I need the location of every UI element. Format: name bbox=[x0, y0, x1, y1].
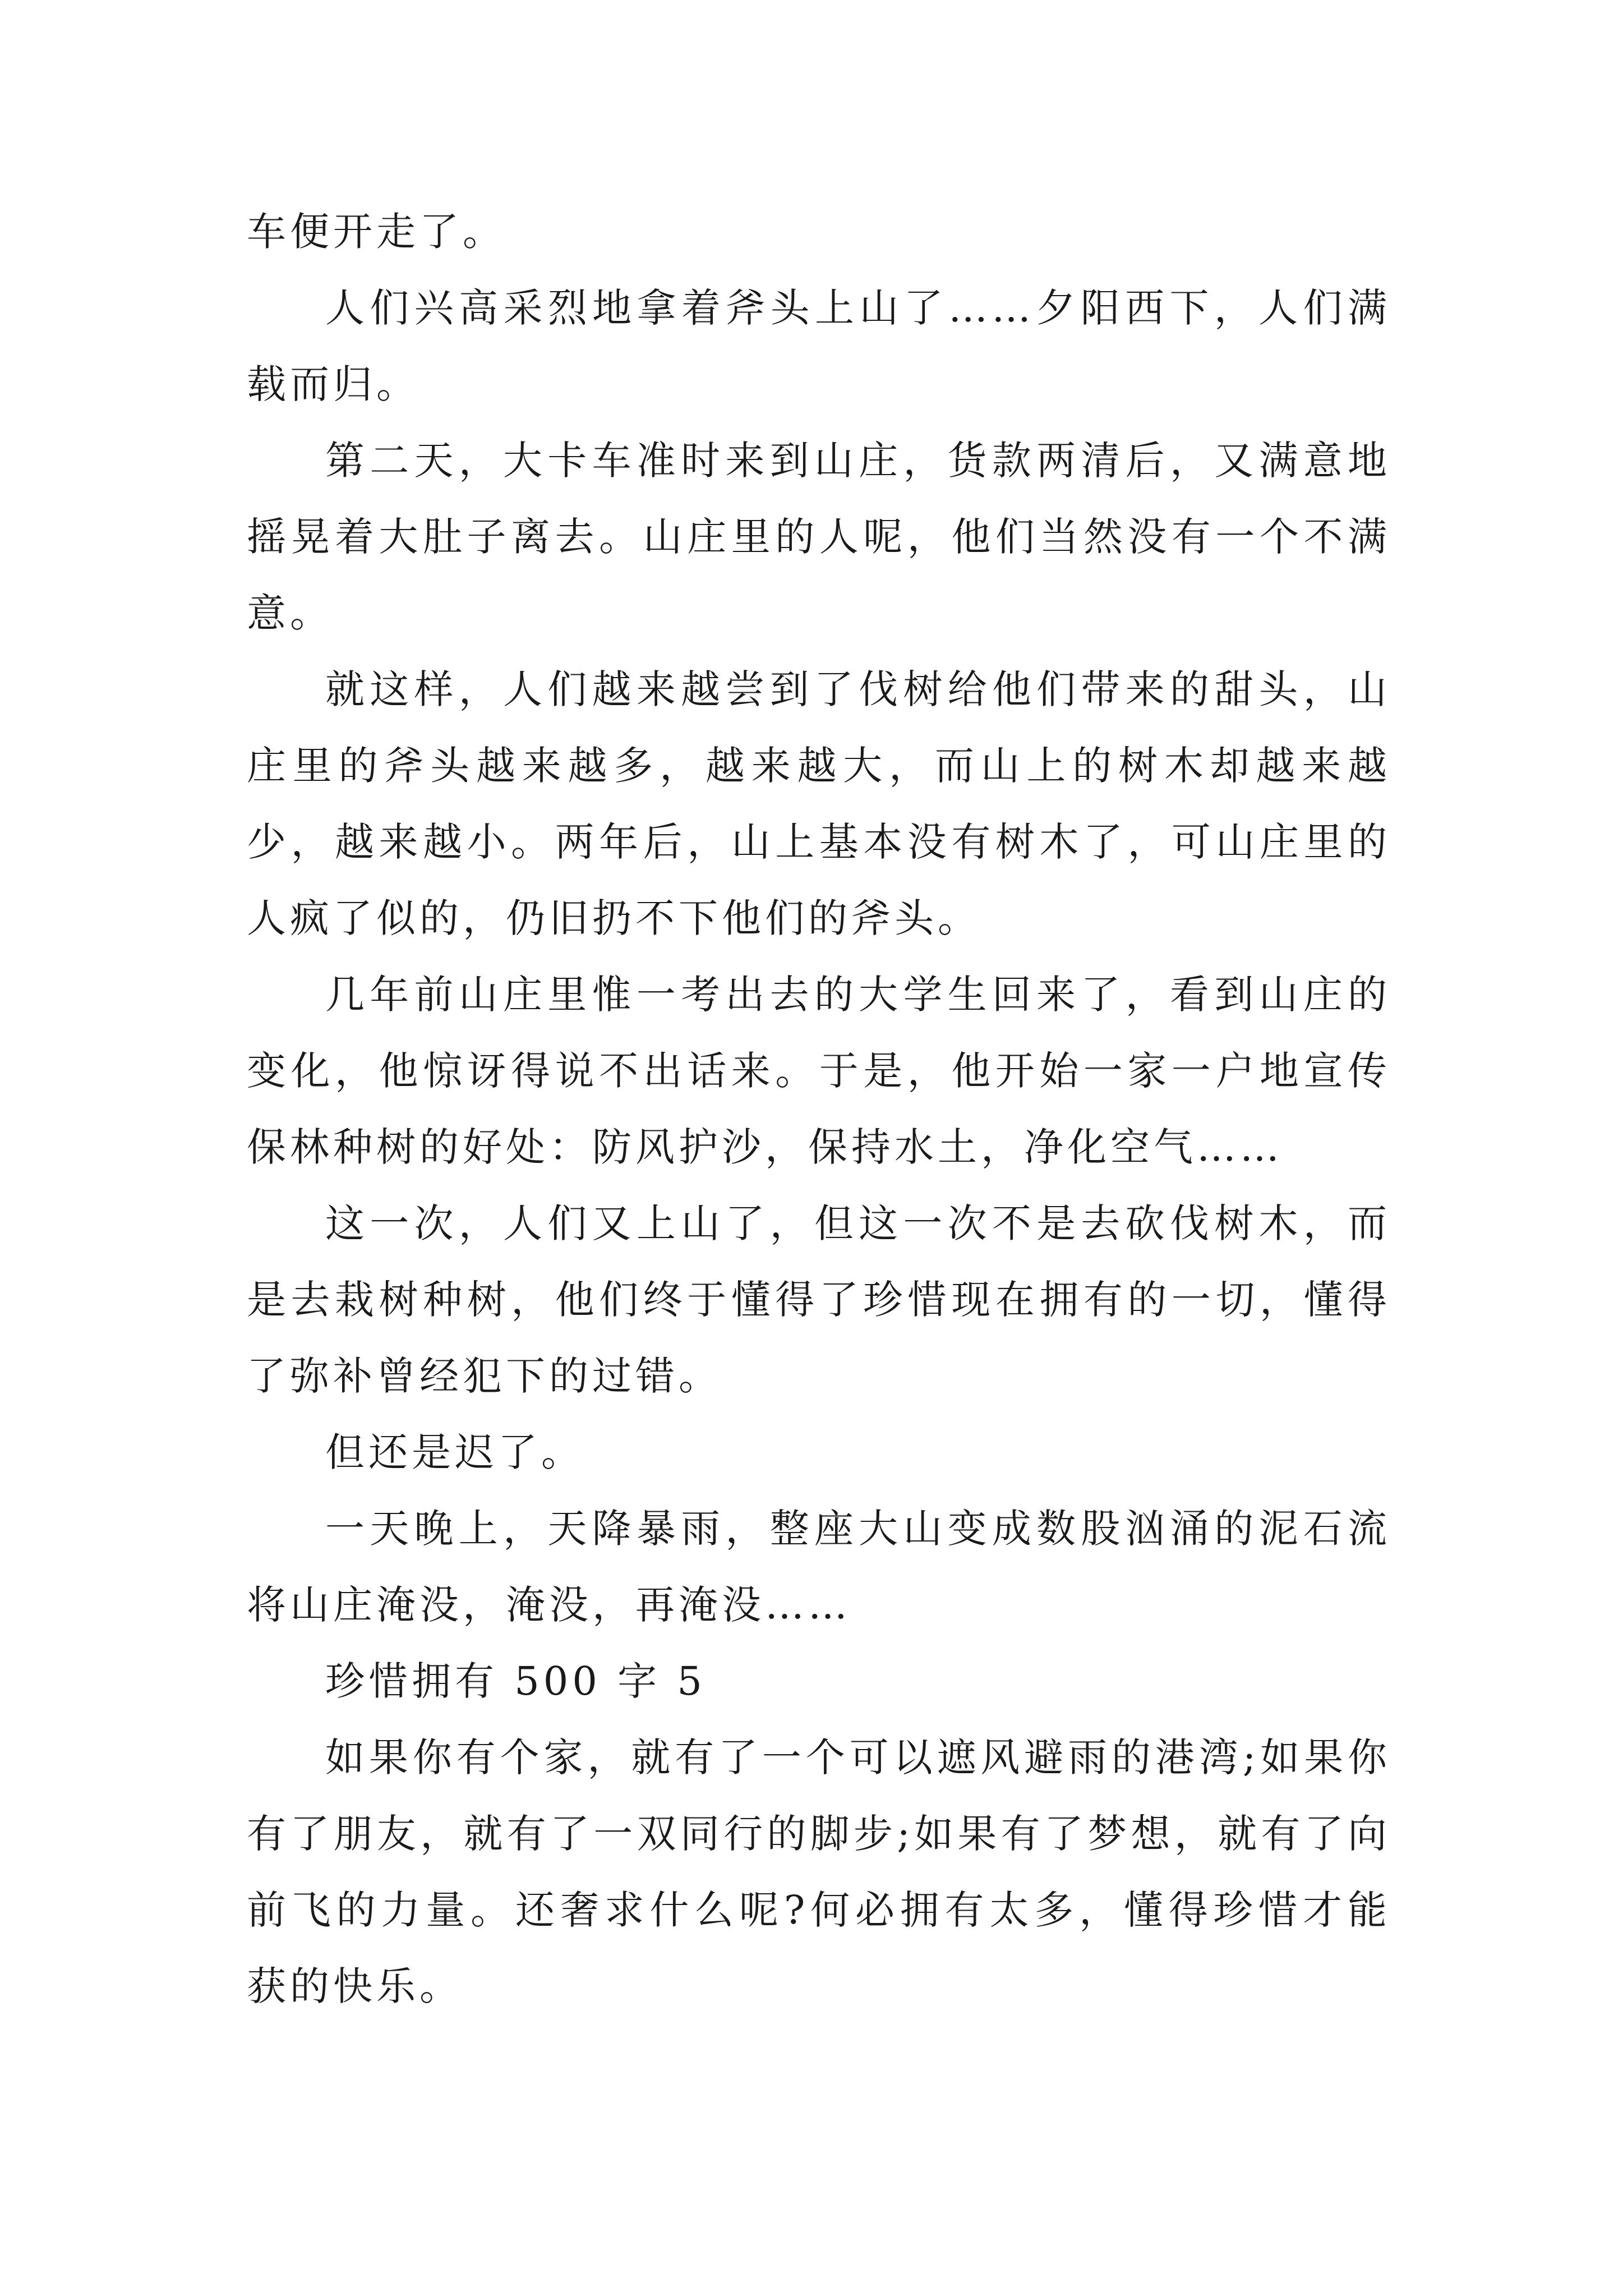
paragraph: 就这样，人们越来越尝到了伐树给他们带来的甜头，山庄里的斧头越来越多，越来越大，而山上的树木却越来越少，越来越小。两年后，山上基本没有树木了，可山庄里的人疯了似的，仍旧扔不下他们的斧头。 bbox=[247, 666, 1391, 941]
paragraph: 第二天，大卡车准时来到山庄，货款两清后，又满意地摇晃着大肚子离去。山庄里的人呢，他们当然没有一个不满意。 bbox=[247, 438, 1391, 636]
section-heading: 珍惜拥有 500 字 5 bbox=[325, 1658, 706, 1704]
document-body bbox=[247, 194, 1391, 2024]
paragraph: 但还是迟了。 bbox=[325, 1429, 584, 1475]
paragraph: 几年前山庄里惟一考出去的大学生回来了，看到山庄的变化，他惊讶得说不出话来。于是，他开始一家一户地宣传保林种树的好处：防风护沙，保持水土，净化空气…… bbox=[247, 972, 1391, 1170]
paragraph: 这一次，人们又上山了，但这一次不是去砍伐树木，而是去栽树种树，他们终于懂得了珍惜现在拥有的一切，懂得了弥补曾经犯下的过错。 bbox=[247, 1200, 1391, 1399]
paragraph: 如果你有个家，就有了一个可以遮风避雨的港湾;如果你有了朋友，就有了一双同行的脚步;如果有了梦想，就有了向前飞的力量。还奢求什么呢?何必拥有太多，懂得珍惜才能获的快乐。 bbox=[247, 1734, 1391, 2009]
paragraph-continuation: 车便开走了。 bbox=[247, 209, 506, 255]
paragraph: 一天晚上，天降暴雨，整座大山变成数股汹涌的泥石流将山庄淹没，淹没，再淹没…… bbox=[247, 1506, 1391, 1628]
paragraph: 人们兴高采烈地拿着斧头上山了……夕阳西下，人们满载而归。 bbox=[247, 285, 1391, 407]
